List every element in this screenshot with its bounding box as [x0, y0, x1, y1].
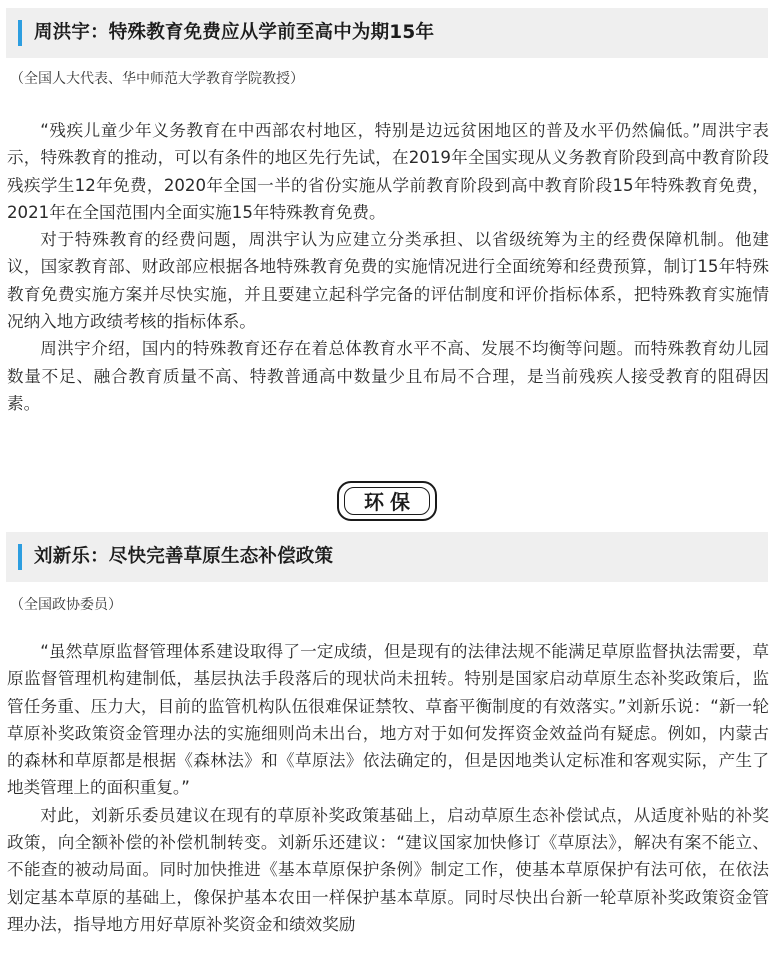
heading-accent-bar	[18, 544, 22, 570]
article-body-zhou	[7, 117, 769, 417]
section-heading-liu	[6, 532, 768, 582]
heading-title: 周洪宇：特殊教育免费应从学前至高中为期15年	[34, 22, 435, 43]
speaker-caption: （全国政协委员）	[10, 597, 122, 613]
heading-accent-bar	[18, 20, 22, 46]
section-heading-zhou	[6, 8, 768, 58]
article-body-liu	[7, 638, 769, 938]
paragraph: 对于特殊教育的经费问题，周洪宇认为应建立分类承担、以省级统筹为主的经费保障机制。他建议，国家教育部、财政部应根据各地特殊教育免费的实施情况进行全面统筹和经费预算，制订15年特殊教育免费实施方案并尽快实施，并且要建立起科学完备的评估制度和评价指标体系，把特殊教育实施情况纳入地方政绩考核的指标体系。	[7, 230, 769, 332]
paragraph: 周洪宇介绍，国内的特殊教育还存在着总体教育水平不高、发展不均衡等问题。而特殊教育幼儿园数量不足、融合教育质量不高、特教普通高中数量少且布局不合理，是当前残疾人接受教育的阻碍因素。	[7, 339, 769, 413]
paragraph: “虽然草原监督管理体系建设取得了一定成绩，但是现有的法律法规不能满足草原监督执法需要，草原监督管理机构建制低，基层执法手段落后的现状尚未扭转。特别是国家启动草原生态补奖政策后，监管任务重、压力大，目前的监管机构队伍很难保证禁牧、草畜平衡制度的有效落实。”刘新乐说：“新一轮草原补奖政策资金管理办法的实施细则尚未出台，地方对于如何发挥资金效益尚有疑虑。例如，内蒙古的森林和草原都是根据《森林法》和《草原法》依法确定的，但是因地类认定标准和客观实际，产生了地类管理上的面积重复。”	[7, 642, 769, 798]
speaker-caption: （全国人大代表、华中师范大学教育学院教授）	[10, 71, 304, 87]
category-badge-label: 环保	[344, 487, 430, 515]
paragraph: 对此，刘新乐委员建议在现有的草原补奖政策基础上，启动草原生态补偿试点，从适度补贴的补奖政策，向全额补偿的补偿机制转变。刘新乐还建议：“建议国家加快修订《草原法》，解决有案不能立、不能查的被动局面。同时加快推进《基本草原保护条例》制定工作，使基本草原保护有法可依，在依法划定基本草原的基础上，像保护基本农田一样保护基本草原。同时尽快出台新一轮草原补奖政策资金管理办法，指导地方用好草原补奖资金和绩效奖励	[7, 805, 769, 934]
category-badge	[337, 481, 437, 521]
heading-title: 刘新乐：尽快完善草原生态补偿政策	[34, 546, 334, 567]
paragraph: “残疾儿童少年义务教育在中西部农村地区，特别是边远贫困地区的普及水平仍然偏低。”周洪宇表示，特殊教育的推动，可以有条件的地区先行先试，在2019年全国实现从义务教育阶段到高中教育阶段残疾学生12年免费，2020年全国一半的省份实施从学前教育阶段到高中教育阶段15年特殊教育免费，2021年在全国范围内全面实施15年特殊教育免费。	[7, 121, 769, 222]
